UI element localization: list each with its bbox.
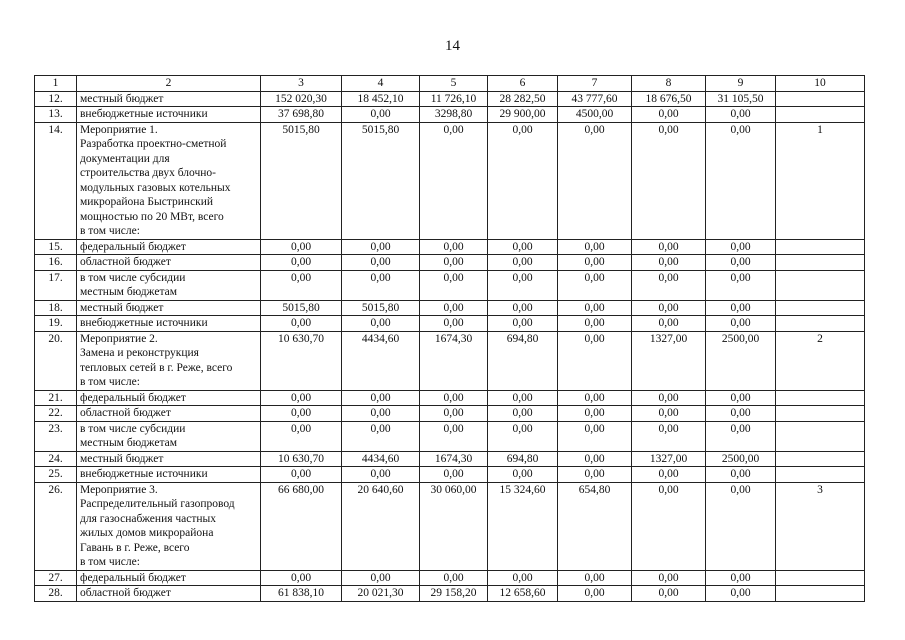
amount-cell: 0,00 [706, 255, 776, 271]
amount-cell: 0,00 [706, 406, 776, 422]
reference-cell [776, 570, 865, 586]
amount-cell: 1674,30 [420, 331, 488, 390]
amount-cell: 0,00 [488, 467, 558, 483]
reference-cell [776, 239, 865, 255]
amount-cell: 0,00 [558, 331, 632, 390]
table-row [35, 91, 865, 107]
table-row [35, 482, 865, 570]
amount-cell: 0,00 [706, 482, 776, 570]
item-name-line: внебюджетные источники [80, 317, 208, 329]
amount-cell: 2500,00 [706, 451, 776, 467]
amount-cell: 0,00 [342, 390, 420, 406]
amount-cell: 2500,00 [706, 331, 776, 390]
amount-cell: 0,00 [632, 316, 706, 332]
item-name-line: Распределительный газопровод [80, 498, 235, 510]
table-row [35, 300, 865, 316]
amount-cell: 15 324,60 [488, 482, 558, 570]
item-name [77, 421, 261, 451]
item-name-line: модульных газовых котельных [80, 181, 231, 194]
amount-cell: 0,00 [632, 586, 706, 602]
amount-cell: 0,00 [342, 107, 420, 123]
amount-cell: 0,00 [488, 239, 558, 255]
amount-cell: 0,00 [342, 316, 420, 332]
amount-cell: 0,00 [261, 406, 342, 422]
item-name-line: внебюджетные источники [80, 468, 208, 480]
reference-cell [776, 316, 865, 332]
amount-cell: 29 158,20 [420, 586, 488, 602]
amount-cell: 4434,60 [342, 331, 420, 390]
table-row [35, 122, 865, 239]
amount-cell: 0,00 [706, 421, 776, 451]
column-header: 1 [35, 76, 77, 92]
item-name-line: внебюджетные источники [80, 108, 208, 120]
item-name [77, 300, 261, 316]
reference-cell [776, 107, 865, 123]
item-name [77, 331, 261, 390]
row-number: 20. [35, 331, 77, 390]
column-header: 6 [488, 76, 558, 92]
amount-cell: 0,00 [632, 300, 706, 316]
row-number: 23. [35, 421, 77, 451]
amount-cell: 0,00 [488, 255, 558, 271]
amount-cell: 0,00 [632, 406, 706, 422]
table-body [35, 76, 865, 602]
amount-cell: 37 698,80 [261, 107, 342, 123]
column-header: 5 [420, 76, 488, 92]
item-name [77, 107, 261, 123]
amount-cell: 30 060,00 [420, 482, 488, 570]
amount-cell: 20 021,30 [342, 586, 420, 602]
amount-cell: 10 630,70 [261, 451, 342, 467]
item-name [77, 239, 261, 255]
amount-cell: 0,00 [420, 467, 488, 483]
amount-cell: 0,00 [632, 270, 706, 300]
item-name-line: документации для [80, 152, 170, 165]
item-name [77, 586, 261, 602]
column-header: 9 [706, 76, 776, 92]
reference-cell [776, 586, 865, 602]
amount-cell: 0,00 [706, 390, 776, 406]
amount-cell: 0,00 [558, 390, 632, 406]
amount-cell: 0,00 [706, 122, 776, 239]
amount-cell: 0,00 [632, 122, 706, 239]
table-row [35, 255, 865, 271]
reference-cell: 2 [776, 331, 865, 390]
table-row [35, 316, 865, 332]
row-number: 14. [35, 122, 77, 239]
amount-cell: 0,00 [342, 270, 420, 300]
amount-cell: 0,00 [261, 467, 342, 483]
amount-cell: 0,00 [706, 270, 776, 300]
item-name-line: мощностью по 20 МВт, всего [80, 210, 224, 223]
amount-cell: 654,80 [558, 482, 632, 570]
amount-cell: 0,00 [342, 467, 420, 483]
reference-cell [776, 451, 865, 467]
amount-cell: 0,00 [342, 239, 420, 255]
item-name-line: местным бюджетам [80, 437, 177, 449]
reference-cell [776, 467, 865, 483]
amount-cell: 0,00 [261, 255, 342, 271]
amount-cell: 0,00 [632, 107, 706, 123]
amount-cell: 66 680,00 [261, 482, 342, 570]
item-name [77, 390, 261, 406]
reference-cell [776, 91, 865, 107]
amount-cell: 0,00 [342, 421, 420, 451]
amount-cell: 0,00 [342, 255, 420, 271]
amount-cell: 0,00 [261, 390, 342, 406]
amount-cell: 0,00 [488, 406, 558, 422]
amount-cell: 1674,30 [420, 451, 488, 467]
amount-cell: 28 282,50 [488, 91, 558, 107]
reference-cell [776, 390, 865, 406]
amount-cell: 0,00 [558, 451, 632, 467]
row-number: 25. [35, 467, 77, 483]
amount-cell: 0,00 [632, 421, 706, 451]
row-number: 22. [35, 406, 77, 422]
item-name-line: для газоснабжения частных [80, 512, 217, 525]
amount-cell: 0,00 [420, 122, 488, 239]
item-name-line: в том числе субсидии [80, 422, 186, 435]
reference-cell [776, 255, 865, 271]
amount-cell: 0,00 [261, 316, 342, 332]
amount-cell: 0,00 [558, 421, 632, 451]
amount-cell: 0,00 [558, 300, 632, 316]
amount-cell: 5015,80 [342, 300, 420, 316]
column-header: 8 [632, 76, 706, 92]
amount-cell: 0,00 [261, 570, 342, 586]
amount-cell: 0,00 [342, 406, 420, 422]
amount-cell: 0,00 [488, 316, 558, 332]
item-name [77, 270, 261, 300]
amount-cell: 0,00 [342, 570, 420, 586]
column-header: 4 [342, 76, 420, 92]
row-number: 15. [35, 239, 77, 255]
row-number: 28. [35, 586, 77, 602]
item-name [77, 451, 261, 467]
item-name [77, 570, 261, 586]
table-row [35, 239, 865, 255]
amount-cell: 0,00 [632, 239, 706, 255]
item-name-line: в том числе: [80, 556, 140, 568]
table-row [35, 390, 865, 406]
amount-cell: 0,00 [558, 467, 632, 483]
amount-cell: 1327,00 [632, 331, 706, 390]
item-name-line: Мероприятие 2. [80, 332, 158, 345]
column-header: 2 [77, 76, 261, 92]
reference-cell: 3 [776, 482, 865, 570]
amount-cell: 0,00 [632, 482, 706, 570]
table-row [35, 107, 865, 123]
reference-cell [776, 270, 865, 300]
reference-cell [776, 421, 865, 451]
amount-cell: 0,00 [558, 239, 632, 255]
item-name-line: в том числе: [80, 225, 140, 237]
amount-cell: 0,00 [488, 122, 558, 239]
amount-cell: 18 676,50 [632, 91, 706, 107]
amount-cell: 0,00 [558, 586, 632, 602]
item-name-line: в том числе субсидии [80, 271, 186, 284]
table-row [35, 451, 865, 467]
amount-cell: 694,80 [488, 451, 558, 467]
amount-cell: 0,00 [488, 421, 558, 451]
row-number: 12. [35, 91, 77, 107]
amount-cell: 0,00 [632, 570, 706, 586]
column-header: 10 [776, 76, 865, 92]
amount-cell: 0,00 [488, 300, 558, 316]
amount-cell: 0,00 [488, 570, 558, 586]
row-number: 13. [35, 107, 77, 123]
table-row [35, 270, 865, 300]
amount-cell: 0,00 [706, 586, 776, 602]
amount-cell: 0,00 [261, 421, 342, 451]
row-number: 17. [35, 270, 77, 300]
amount-cell: 4500,00 [558, 107, 632, 123]
item-name-line: Замена и реконструкция [80, 347, 199, 359]
amount-cell: 0,00 [261, 270, 342, 300]
amount-cell: 5015,80 [261, 300, 342, 316]
item-name-line: микрорайона Быстринский [80, 196, 214, 208]
amount-cell: 0,00 [632, 467, 706, 483]
amount-cell: 0,00 [420, 270, 488, 300]
amount-cell: 20 640,60 [342, 482, 420, 570]
table-row [35, 467, 865, 483]
amount-cell: 11 726,10 [420, 91, 488, 107]
table-row [35, 331, 865, 390]
amount-cell: 152 020,30 [261, 91, 342, 107]
amount-cell: 0,00 [420, 300, 488, 316]
amount-cell: 0,00 [706, 316, 776, 332]
amount-cell: 0,00 [706, 239, 776, 255]
item-name-line: местным бюджетам [80, 286, 177, 298]
item-name-line: в том числе: [80, 376, 140, 388]
amount-cell: 0,00 [632, 255, 706, 271]
amount-cell: 4434,60 [342, 451, 420, 467]
item-name [77, 316, 261, 332]
item-name [77, 91, 261, 107]
amount-cell: 31 105,50 [706, 91, 776, 107]
item-name [77, 482, 261, 570]
amount-cell: 0,00 [420, 239, 488, 255]
reference-cell [776, 300, 865, 316]
amount-cell: 0,00 [706, 570, 776, 586]
row-number: 26. [35, 482, 77, 570]
amount-cell: 18 452,10 [342, 91, 420, 107]
item-name-line: федеральный бюджет [80, 391, 186, 404]
item-name-line: жилых домов микрорайона [80, 527, 214, 539]
amount-cell: 0,00 [558, 270, 632, 300]
header-row [35, 76, 865, 92]
amount-cell: 0,00 [420, 421, 488, 451]
row-number: 18. [35, 300, 77, 316]
item-name-line: строительства двух блочно- [80, 167, 216, 179]
row-number: 27. [35, 570, 77, 586]
amount-cell: 29 900,00 [488, 107, 558, 123]
page-number: 14 [445, 38, 460, 54]
amount-cell: 10 630,70 [261, 331, 342, 390]
amount-cell: 43 777,60 [558, 91, 632, 107]
item-name-line: областной бюджет [80, 407, 171, 419]
amount-cell: 0,00 [558, 316, 632, 332]
item-name [77, 255, 261, 271]
amount-cell: 0,00 [558, 570, 632, 586]
amount-cell: 1327,00 [632, 451, 706, 467]
row-number: 19. [35, 316, 77, 332]
amount-cell: 0,00 [488, 270, 558, 300]
item-name-line: областной бюджет [80, 587, 171, 599]
amount-cell: 12 658,60 [488, 586, 558, 602]
item-name-line: местный бюджет [80, 452, 164, 465]
budget-table [34, 75, 865, 602]
amount-cell: 0,00 [706, 107, 776, 123]
column-header: 7 [558, 76, 632, 92]
item-name-line: Гавань в г. Реже, всего [80, 541, 190, 554]
amount-cell: 0,00 [261, 239, 342, 255]
amount-cell: 0,00 [706, 467, 776, 483]
amount-cell: 0,00 [488, 390, 558, 406]
item-name [77, 122, 261, 239]
table-row [35, 406, 865, 422]
amount-cell: 0,00 [706, 300, 776, 316]
amount-cell: 0,00 [420, 255, 488, 271]
amount-cell: 694,80 [488, 331, 558, 390]
reference-cell: 1 [776, 122, 865, 239]
amount-cell: 0,00 [558, 255, 632, 271]
amount-cell: 0,00 [632, 390, 706, 406]
row-number: 16. [35, 255, 77, 271]
item-name-line: федеральный бюджет [80, 571, 186, 584]
item-name-line: областной бюджет [80, 256, 171, 268]
row-number: 24. [35, 451, 77, 467]
item-name-line: Разработка проектно-сметной [80, 138, 227, 150]
amount-cell: 61 838,10 [261, 586, 342, 602]
item-name-line: местный бюджет [80, 301, 164, 314]
column-header: 3 [261, 76, 342, 92]
item-name [77, 406, 261, 422]
amount-cell: 0,00 [558, 406, 632, 422]
table-row [35, 421, 865, 451]
amount-cell: 0,00 [420, 390, 488, 406]
amount-cell: 5015,80 [261, 122, 342, 239]
amount-cell: 5015,80 [342, 122, 420, 239]
item-name-line: Мероприятие 1. [80, 123, 158, 136]
item-name-line: местный бюджет [80, 92, 164, 105]
item-name-line: тепловых сетей в г. Реже, всего [80, 361, 233, 374]
amount-cell: 0,00 [420, 406, 488, 422]
amount-cell: 3298,80 [420, 107, 488, 123]
table-row [35, 570, 865, 586]
amount-cell: 0,00 [420, 570, 488, 586]
item-name-line: Мероприятие 3. [80, 483, 158, 496]
amount-cell: 0,00 [558, 122, 632, 239]
reference-cell [776, 406, 865, 422]
row-number: 21. [35, 390, 77, 406]
item-name-line: федеральный бюджет [80, 240, 186, 253]
table-row [35, 586, 865, 602]
item-name [77, 467, 261, 483]
amount-cell: 0,00 [420, 316, 488, 332]
